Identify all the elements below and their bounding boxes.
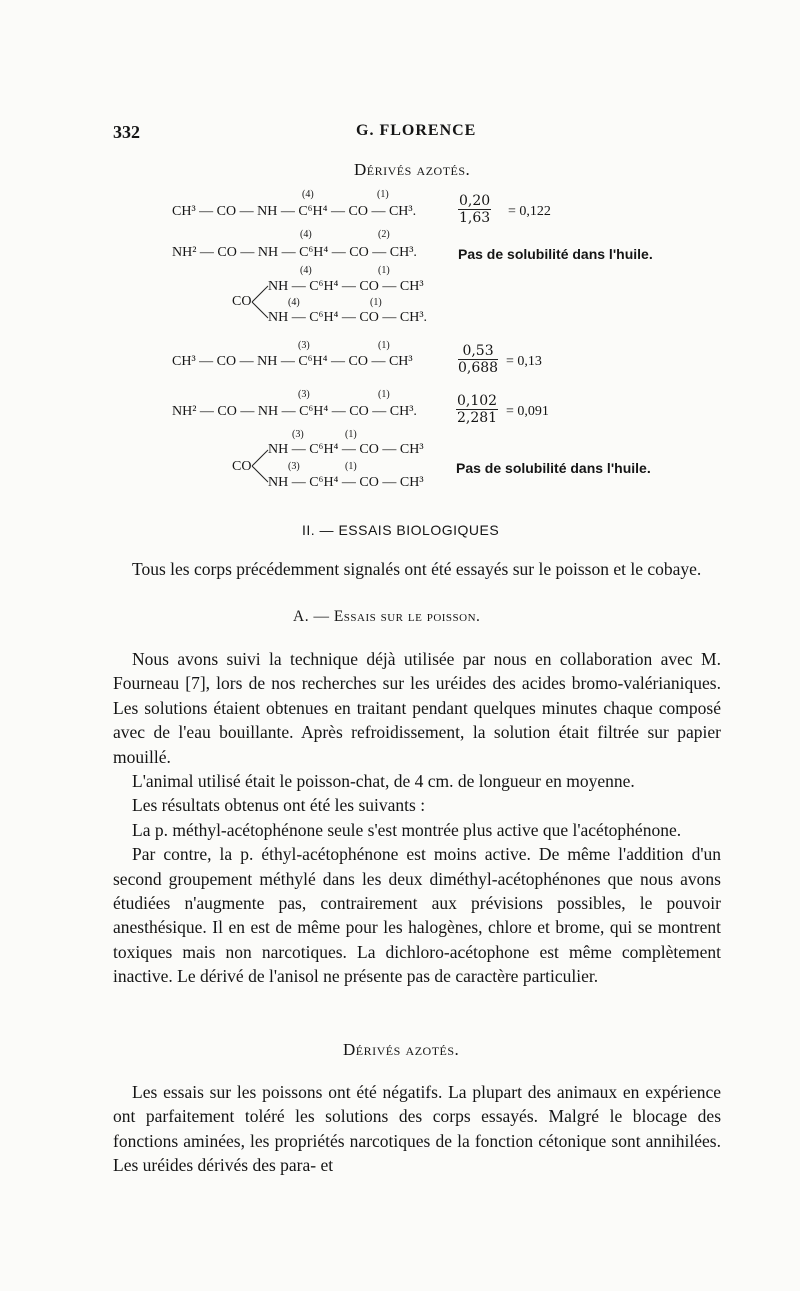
f4-pos-b: (1) bbox=[378, 340, 390, 351]
paragraph-1: Nous avons suivi la technique déjà utilisée par nous en collaboration avec M. Fourneau [7], lors de nos recherches sur les uréides des acides bromo-valérianiques. Les solutions étaient obtenues en traitant pendant quelques minutes chaque composé avec de l'eau bouillante. Après refroidissement, la solution était filtrée sur papier mouillé. bbox=[113, 649, 721, 767]
f6-note: Pas de solubilité dans l'huile. bbox=[456, 460, 651, 476]
final-block bbox=[113, 1080, 721, 1178]
f5-denominator: 2,281 bbox=[457, 410, 498, 426]
f4-denominator: 0,688 bbox=[458, 360, 499, 376]
f2-note: Pas de solubilité dans l'huile. bbox=[458, 246, 653, 262]
f6-pos-c: (3) bbox=[288, 461, 300, 472]
section-title-bottom: Dérivés azotés. bbox=[343, 1040, 460, 1059]
f4-fraction bbox=[458, 343, 498, 376]
f1-pos-b: (1) bbox=[377, 189, 389, 200]
f4-result: = 0,13 bbox=[506, 354, 542, 369]
f3-bracket bbox=[250, 282, 270, 322]
f3-line-1: NH — C⁶H⁴ — CO — CH³ bbox=[268, 279, 424, 294]
f1-numerator: 0,20 bbox=[459, 193, 491, 209]
f3-pos-c: (4) bbox=[288, 297, 300, 308]
f3-line-2: NH — C⁶H⁴ — CO — CH³. bbox=[268, 310, 428, 325]
f5-result: = 0,091 bbox=[506, 404, 549, 419]
formula-5: NH² — CO — NH — C⁶H⁴ — CO — CH³. bbox=[172, 404, 417, 419]
f5-fraction bbox=[456, 393, 498, 426]
f3-pos-b: (1) bbox=[378, 265, 390, 276]
section-2-title: II. — ESSAIS BIOLOGIQUES bbox=[302, 522, 500, 538]
paragraph-4: La p. méthyl-acétophénone seule s'est montrée plus active que l'acétophénone. bbox=[132, 819, 682, 840]
f3-prefix: CO bbox=[232, 294, 252, 309]
f6-bracket bbox=[250, 446, 270, 486]
f5-pos-b: (1) bbox=[378, 389, 390, 400]
f6-line-1: NH — C⁶H⁴ — CO — CH³ bbox=[268, 442, 424, 457]
f1-fraction bbox=[458, 193, 491, 226]
f2-pos-b: (2) bbox=[378, 229, 390, 240]
formula-4: CH³ — CO — NH — C⁶H⁴ — CO — CH³ bbox=[172, 354, 413, 369]
intro-paragraph: Tous les corps précédemment signalés ont été essayés sur le poisson et le cobaye. bbox=[132, 559, 702, 579]
paragraph-5: Par contre, la p. éthyl-acétophénone est moins active. De même l'addition d'un second groupement méthylé dans les deux diméthyl-acétophénones que nous avons étudiées n'augmente pas, contrairement aux prévisions possibles, le pouvoir anesthésique. Il en est de même pour les halogènes, chlore et brome, qui se montrent toxiques mais non narcotiques. La dichloro-acétophone est même complètement inactive. Le dérivé de l'anisol ne présente pas de caractère particulier. bbox=[113, 844, 721, 987]
formula-2: NH² — CO — NH — C⁶H⁴ — CO — CH³. bbox=[172, 245, 417, 260]
paragraph-2: L'animal utilisé était le poisson-chat, de 4 cm. de longueur en moyenne. bbox=[132, 771, 635, 792]
intro-block bbox=[113, 557, 721, 581]
f1-result: = 0,122 bbox=[508, 204, 551, 219]
final-paragraph: Les essais sur les poissons ont été négatifs. La plupart des animaux en expérience ont parfaitement toléré les solutions des corps essayés. Malgré le blocage des fonctions aminées, les propriétés narcotiques de la fonction cétonique sont annihilées. Les uréides dérivés des para- et bbox=[113, 1082, 721, 1176]
running-head: G. FLORENCE bbox=[356, 122, 477, 139]
formula-1: CH³ — CO — NH — C⁶H⁴ — CO — CH³. bbox=[172, 204, 417, 219]
paragraph-3: Les résultats obtenus ont été les suivants : bbox=[132, 795, 426, 816]
f5-numerator: 0,102 bbox=[457, 393, 498, 409]
section-title-top: Dérivés azotés. bbox=[354, 160, 471, 179]
f6-pos-d: (1) bbox=[345, 461, 357, 472]
subsection-a-title: A. — Essais sur le poisson. bbox=[293, 608, 481, 625]
f4-pos-a: (3) bbox=[298, 340, 310, 351]
f2-pos-a: (4) bbox=[300, 229, 312, 240]
f1-denominator: 1,63 bbox=[459, 210, 491, 226]
f3-pos-d: (1) bbox=[370, 297, 382, 308]
page-number: 332 bbox=[113, 122, 140, 142]
f4-numerator: 0,53 bbox=[458, 343, 498, 360]
f6-pos-b: (1) bbox=[345, 429, 357, 440]
f1-pos-a: (4) bbox=[302, 189, 314, 200]
main-text bbox=[113, 647, 721, 989]
f6-prefix: CO bbox=[232, 459, 252, 474]
f3-pos-a: (4) bbox=[300, 265, 312, 276]
f6-pos-a: (3) bbox=[292, 429, 304, 440]
f6-line-2: NH — C⁶H⁴ — CO — CH³ bbox=[268, 475, 424, 490]
f5-pos-a: (3) bbox=[298, 389, 310, 400]
